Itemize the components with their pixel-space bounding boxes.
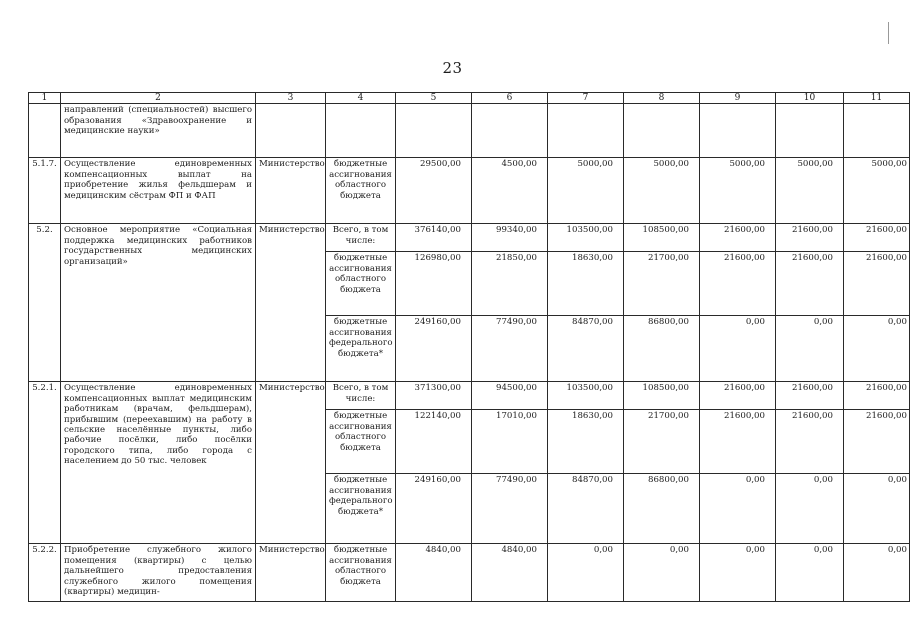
table-row xyxy=(29,382,910,410)
row-name-cell: Осуществление единовременных компенсационных выплат на приобретение жилья фельдшерам и медицинским сёстрам ФП и ФАП xyxy=(61,158,256,224)
value-cell: 4840,00 xyxy=(396,544,472,602)
value-cell: 18630,00 xyxy=(548,252,624,316)
value-cell: 126980,00 xyxy=(396,252,472,316)
value-cell: 0,00 xyxy=(844,316,910,382)
value-cell: 0,00 xyxy=(844,544,910,602)
value-cell: 21600,00 xyxy=(776,224,844,252)
source-cell: бюджетные ассигнования областного бюджета xyxy=(326,410,396,474)
row-name-cell: направлений (специальностей) высшего образования «Здравоохранение и медицинские науки» xyxy=(61,104,256,158)
value-cell: 4840,00 xyxy=(472,544,548,602)
value-cell: 77490,00 xyxy=(472,474,548,544)
value-cell xyxy=(396,104,472,158)
value-cell: 21600,00 xyxy=(700,224,776,252)
value-cell: 249160,00 xyxy=(396,474,472,544)
row-name-cell: Приобретение служебного жилого помещения (квартиры) с целью дальнейшего предоставления служебного жилого помещения (квартиры) медицин- xyxy=(61,544,256,602)
program-table xyxy=(28,92,910,602)
value-cell: 103500,00 xyxy=(548,224,624,252)
column-header: 5 xyxy=(396,93,472,104)
value-cell: 376140,00 xyxy=(396,224,472,252)
value-cell: 0,00 xyxy=(776,316,844,382)
column-header: 11 xyxy=(844,93,910,104)
table-row xyxy=(29,104,910,158)
executor-cell xyxy=(256,104,326,158)
value-cell: 0,00 xyxy=(776,474,844,544)
value-cell: 21850,00 xyxy=(472,252,548,316)
row-name-cell: Осуществление единовременных компенсационных выплат медицинским работникам (врачам, фельдшерам), прибывшим (переехавшим) на работу в сельские населённые пункты, либо рабочие посёлки, либо посёлки городского типа, либо города с населением до 50 тыс. человек xyxy=(61,382,256,544)
table-row xyxy=(29,224,910,252)
value-cell: 5000,00 xyxy=(548,158,624,224)
value-cell: 249160,00 xyxy=(396,316,472,382)
value-cell: 0,00 xyxy=(624,544,700,602)
source-cell: бюджетные ассигнования областного бюджета xyxy=(326,252,396,316)
value-cell xyxy=(844,104,910,158)
value-cell: 21600,00 xyxy=(700,252,776,316)
source-cell: бюджетные ассигнования федерального бюджета* xyxy=(326,316,396,382)
page-number: 23 xyxy=(442,59,463,77)
value-cell: 108500,00 xyxy=(624,382,700,410)
value-cell: 0,00 xyxy=(844,474,910,544)
executor-cell: Министерство xyxy=(256,158,326,224)
table-row xyxy=(29,158,910,224)
source-cell: бюджетные ассигнования областного бюджета xyxy=(326,544,396,602)
value-cell xyxy=(548,104,624,158)
source-cell: Всего, в том числе: xyxy=(326,382,396,410)
value-cell: 122140,00 xyxy=(396,410,472,474)
source-cell: бюджетные ассигнования областного бюджета xyxy=(326,158,396,224)
value-cell: 21600,00 xyxy=(700,410,776,474)
column-header: 6 xyxy=(472,93,548,104)
value-cell: 21700,00 xyxy=(624,252,700,316)
value-cell xyxy=(472,104,548,158)
value-cell xyxy=(624,104,700,158)
value-cell: 77490,00 xyxy=(472,316,548,382)
column-header: 1 xyxy=(29,93,61,104)
value-cell: 86800,00 xyxy=(624,316,700,382)
table-row xyxy=(29,544,910,602)
value-cell: 84870,00 xyxy=(548,474,624,544)
margin-mark xyxy=(888,22,893,44)
value-cell: 0,00 xyxy=(700,316,776,382)
value-cell: 99340,00 xyxy=(472,224,548,252)
value-cell: 5000,00 xyxy=(776,158,844,224)
value-cell: 21600,00 xyxy=(776,410,844,474)
value-cell: 5000,00 xyxy=(844,158,910,224)
value-cell: 21600,00 xyxy=(776,382,844,410)
table-header-row xyxy=(29,93,910,104)
value-cell: 18630,00 xyxy=(548,410,624,474)
row-number-cell: 5.2. xyxy=(29,224,61,382)
value-cell: 103500,00 xyxy=(548,382,624,410)
value-cell: 21600,00 xyxy=(700,382,776,410)
row-name-cell: Основное мероприятие «Социальная поддержка медицинских работников государственных медицинских организаций» xyxy=(61,224,256,382)
value-cell: 5000,00 xyxy=(624,158,700,224)
row-number-cell: 5.1.7. xyxy=(29,158,61,224)
source-cell xyxy=(326,104,396,158)
executor-cell: Министерство xyxy=(256,224,326,382)
value-cell: 5000,00 xyxy=(700,158,776,224)
value-cell: 0,00 xyxy=(700,544,776,602)
column-header: 10 xyxy=(776,93,844,104)
row-number-cell: 5.2.2. xyxy=(29,544,61,602)
value-cell: 17010,00 xyxy=(472,410,548,474)
value-cell: 86800,00 xyxy=(624,474,700,544)
executor-cell: Министерство xyxy=(256,382,326,544)
column-header: 2 xyxy=(61,93,256,104)
value-cell: 21600,00 xyxy=(844,252,910,316)
row-number-cell xyxy=(29,104,61,158)
value-cell xyxy=(776,104,844,158)
value-cell: 21600,00 xyxy=(844,410,910,474)
value-cell: 21600,00 xyxy=(776,252,844,316)
value-cell: 0,00 xyxy=(548,544,624,602)
column-header: 3 xyxy=(256,93,326,104)
source-cell: бюджетные ассигнования федерального бюджета* xyxy=(326,474,396,544)
value-cell: 108500,00 xyxy=(624,224,700,252)
value-cell: 4500,00 xyxy=(472,158,548,224)
column-header: 7 xyxy=(548,93,624,104)
value-cell: 29500,00 xyxy=(396,158,472,224)
value-cell: 21700,00 xyxy=(624,410,700,474)
column-header: 8 xyxy=(624,93,700,104)
value-cell: 371300,00 xyxy=(396,382,472,410)
value-cell: 0,00 xyxy=(776,544,844,602)
column-header: 4 xyxy=(326,93,396,104)
column-header: 9 xyxy=(700,93,776,104)
row-number-cell: 5.2.1. xyxy=(29,382,61,544)
value-cell: 94500,00 xyxy=(472,382,548,410)
source-cell: Всего, в том числе: xyxy=(326,224,396,252)
value-cell: 84870,00 xyxy=(548,316,624,382)
executor-cell: Министерство xyxy=(256,544,326,602)
value-cell: 0,00 xyxy=(700,474,776,544)
value-cell xyxy=(700,104,776,158)
value-cell: 21600,00 xyxy=(844,382,910,410)
value-cell: 21600,00 xyxy=(844,224,910,252)
